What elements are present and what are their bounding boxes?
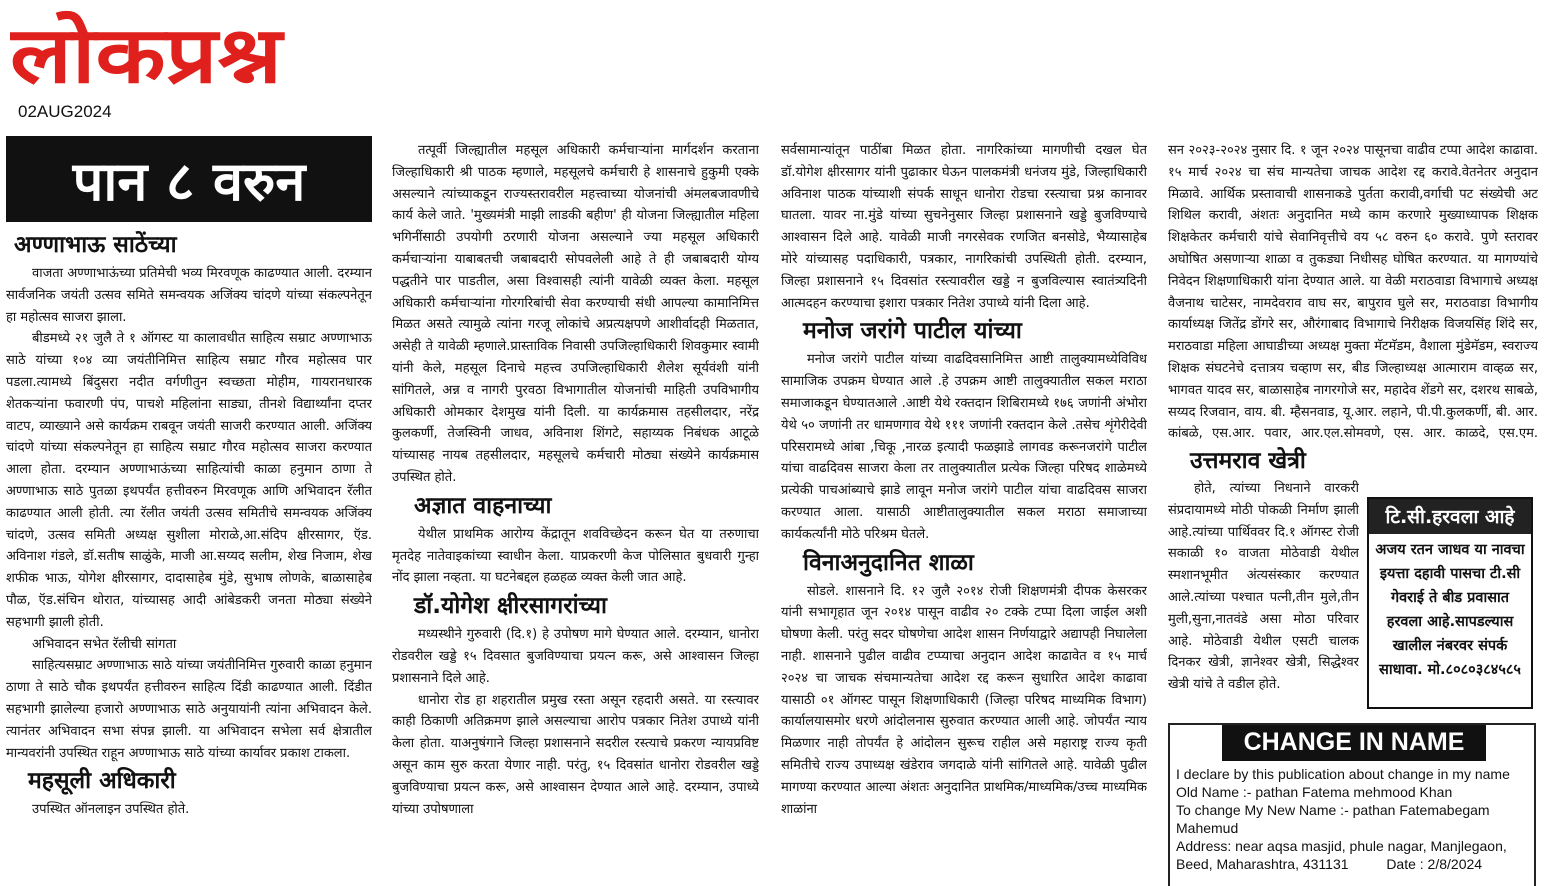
paragraph: सन २०२३-२०२४ नुसार दि. १ जून २०२४ पासूनचा वाढीव टप्पा आदेश काढावा. १५ मार्च २०२४ चा संच मान्यतेचा जाचक आदेश रद्द करावे.वेतनेतर अनुदान मिळावे. आर्थिक प्रस्तावाची शासनाकडे पुर्तता करावी,वर्गाची पट संख्येची अट शिथिल करावी, अंशतः अनुदानित मध्ये काम करणारे मुख्याध्यापक शिक्षक शिक्षकेतर कर्मचारी यांचे सेवानिवृत्तीचे वय ५८ वरुन ६० करावे. पुणे स्तरावर अघोषित असणाऱ्या शाळा व तुकड्या निधीसह घोषित करण्यात. या मागण्यांचे निवेदन शिक्षणाधिकारी यांना देण्यात आले. या वेळी मराठवाडा विभागाचे अध्यक्ष वैजनाथ चाटेसर, नामदेवराव वाघ सर, बापुराव घुले सर, मराठवाडा विभागीय कार्याध्यक्ष जितेंद्र डोंगरे सर, औरंगाबाद विभागाचे निरीक्षक विजयसिंह शिंदे सर, मराठवाडा महिला आघाडीच्या अध्यक्ष मुक्ता मॅटमॅडम, वैशाला मुंडेमॅडम, स्वराज्य शिक्षक संघटनेचे दत्तात्रय चव्हाण सर, बीड जिल्हाध्यक्ष आत्माराम वाव्हळ सर, भागवत यादव सर, बाळासाहेब नागरगोजे सर, महादेव शेंडगे सर, दशरथ साबळे, सय्यद रिजवान, वाय. बी. म्हैसनवाड, यू.आर. लहाने, पी.पी.कुलकर्णी, बी. आर. कांबळे, एस.आर. पवार, आर.एल.सोमवणे, एस. आर. काळदे, एस.एम.	[1168, 143, 1538, 442]
article-column-4	[1168, 140, 1538, 446]
paragraph: उपस्थित ऑनलाइन उपस्थित होते.	[32, 802, 190, 818]
paragraph: तत्पूर्वी जिल्ह्यातील महसूल अधिकारी कर्मचाऱ्यांना मार्गदर्शन करताना जिल्हाधिकारी श्री पाठक म्हणाले, महसूलचे कर्मचारी हे शासनाचे हुकुमी एक्के असल्याने त्यांच्याकडून राज्यस्तरावरील महत्त्वाच्या योजनांची अंमलबजावणीचे कार्य केले जाते. 'मुख्यमंत्री माझी लाडकी बहीण' ही योजना जिल्ह्यातील महिला भगिनींसाठी उपयोगी ठरणारी योजना असल्याने ज्या महसूल अधिकारी कर्मचाऱ्यांना याबाबतची जबाबदारी सोपवलेली आहे ते ही जबाबदारी योग्य पद्धतीने पार पाडतील, असा विश्वासही त्यांनी यावेळी व्यक्त केला. महसूल अधिकारी कर्मचाऱ्यांना गोरगरिबांची सेवा करण्याची संधी आपल्या कामानिमित्त मिळत असते त्यामुळे त्यांना गरजू लोकांचे अप्रत्यक्षपणे आशीर्वादही मिळतात, असेही ते यावेळी म्हणाले.प्रास्ताविक निवासी उपजिल्हाधिकारी शिवकुमार स्वामी यांनी केले, महसूल दिनाचे महत्त्व उपजिल्हाधिकारी शैलेश सूर्यवंशी यांनी सांगितले, अन्न व नागरी पुरवठा विभागातील योजनांची माहिती उपविभागीय अधिकारी ओमकार देशमुख यांनी दिली. या कार्यक्रमास तहसीलदार, नरेंद्र कुलकर्णी, तेजस्विनी जाधव, अविनाश शिंगटे, सहाय्यक निबंधक आटूळे यांच्यासह नायब तहसीलदार, महसूलचे कर्मचारी मोठ्या संख्येने कार्यक्रमास उपस्थित होते.	[392, 143, 759, 485]
tc-notice-body: अजय रतन जाधव या नावचा इयत्ता दहावी पासचा टी.सी गेवराई ते बीड प्रवासात हरवला आहे.सापडल्यास खालील नंबरवर संपर्क साधावा. मो.८०८०३८४५८५	[1375, 542, 1525, 678]
paragraph: होते, त्यांच्या निधनाने वारकरी संप्रदायामध्ये मोठी पोकळी निर्माण झाली आहे.त्यांच्या पार्थिववर दि.१ ऑगस्ट रोजी सकाळी १० वाजता मोठेवाडी येथील स्मशानभूमीत अंत्यसंस्कार करण्यात आले.त्यांच्या पश्चात पत्नी,तीन मुले,तीन मुली,सुना,नातवंडे असा मोठा परिवार आहे. मोठेवाडी येथील एसटी चालक दिनकर खेत्री, ज्ञानेश्वर खेत्री, सिद्धेश्वर खेत्री यांचे ते वडील होते.	[1168, 481, 1359, 693]
subheading: अभिवादन सभेत रॅलीची सांगता	[32, 636, 177, 652]
paragraph: वाजता अण्णाभाऊंच्या प्रतिमेची भव्य मिरवणूक काढण्यात आली. दरम्यान सार्वजनिक जयंती उत्सव समिते समन्वयक अजिंक्य चांदणे यांच्या संकल्पनेतून हा महोत्सव साजरा झाला.	[6, 266, 372, 325]
notice-line: Old Name :- pathan Fatema mehmood Khan	[1176, 784, 1453, 800]
headline-dr-yogesh: डॉ.योगेश क्षीरसागरांच्या	[414, 593, 607, 620]
paragraph: साहित्यसम्राट अण्णाभाऊ साठे यांच्या जयंतीनिमित्त गुरुवारी काळा हनुमान ठाणा ते साठे चौक इथपर्यंत हत्तीवरुन साहित्य दिंडी काढण्यात आली. दिंडीत सहभागी झालेल्या हजारो अण्णाभाऊ साठे अनुयायांनी त्यांना अभिवादन केले. त्यानंतर अभिवादन सभा संपन्न झाली. या अभिवादन सभेला सर्व क्षेत्रातील मान्यवरांनी उपस्थित राहून अण्णाभाऊ साठे यांच्या कार्यावर प्रकाश टाकला.	[6, 658, 372, 761]
logo-text: लोकप्रश्न	[10, 11, 243, 101]
page-banner: पान ८ वरुन	[6, 136, 372, 222]
headline-uttamrao: उत्तमराव खेत्री	[1190, 448, 1306, 474]
notice-line	[1176, 855, 1530, 873]
headline-manoj-jarange: मनोज जरांगे पाटील यांच्या	[803, 318, 1022, 345]
headline-annabhau: अण्णाभाऊ साठेंच्या	[14, 232, 177, 258]
article-column-4-obituary	[1168, 478, 1359, 720]
headline-agyat-vahan: अज्ञात वाहनाच्या	[414, 492, 552, 519]
article-column-2	[392, 140, 759, 886]
paragraph: सर्वसामान्यांतून पाठींबा मिळत होता. नागरिकांच्या मागणीची दखल घेत डॉ.योगेश क्षीरसागर यांनी पुढाकार घेऊन पालकमंत्री धनंजय मुंडे, जिल्हाधिकारी अविनाश पाठक यांच्याशी संपर्क साधून धानोरा रोडचा रस्त्याचा प्रश्न कानावर घातला. यावर ना.मुंडे यांच्या सुचनेनुसार जिल्हा प्रशासनाने खड्डे बुजविण्याचे आश्वासन दिले आहे. यावेळी माजी नगरसेवक रणजित बनसोडे, भैय्यासाहेब मोरे यांच्यासह पदाधिकारी, पत्रकार, नागरिकांची उपस्थिती होती. दरम्यान, जिल्हा प्रशासनाने १५ दिवसांत रस्त्यावरील खड्डे न बुजविल्यास स्वातंत्र्यदिनी आत्मदहन करण्याचा इशारा पत्रकार नितेश उपाध्ये यांनी दिला आहे.	[781, 143, 1147, 311]
tc-lost-notice	[1367, 497, 1533, 709]
paragraph: मनोज जरांगे पाटील यांच्या वाढदिवसानिमित्त आष्टी तालुक्यामध्येविविध सामाजिक उपक्रम घेण्यात आले .हे उपक्रम आष्टी तालुक्यातील सकल मराठा समाजाकडून घेण्यातआले .आष्टी येथे रक्तदान शिबिरामध्ये १७६ जणांनी अंभोरा येथे ५० जणांनी तर धामणगाव येथे १११ जणांनी रक्तदान केले .तसेच शृंगेरीदेवी परिसरामध्ये आंबा ,चिकू ,नारळ इत्यादी फळझाडे लागवड करूनजरांगे पाटील यांचा वाढदिवस साजरा केला तर तालुक्यातील प्रत्येक जिल्हा परिषद शाळेमध्ये प्रत्येकी पाचआंब्याचे झाडे लावून मनोज जरांगे पाटील यांचा वाढदिवस साजरा करण्यात आला. यासाठी आष्टीतालुक्यातील सकल मराठा समाजाच्या कार्यकर्त्यांनी मोठे परिश्रम घेतले.	[781, 352, 1147, 542]
headline-mahsuli: महसूली अधिकारी	[28, 768, 176, 795]
notice-line: To change My New Name :- pathan Fatemabegam	[1176, 802, 1490, 818]
article-column-1	[6, 228, 372, 886]
notice-line: I declare by this publication about change in my name	[1176, 766, 1510, 782]
notice-date: Date : 2/8/2024	[1386, 856, 1483, 872]
notice-address-end: Beed, Maharashtra, 431131	[1176, 856, 1349, 872]
newspaper-logo	[10, 2, 285, 102]
paragraph: बीडमध्ये २१ जुलै ते १ ऑगस्ट या कालावधीत साहित्य सम्राट अण्णाभाऊ साठे यांच्या १०४ व्या जयंतीनिमित्त साहित्य सम्राट गौरव महोत्सव पार पडला.त्यामध्ये बिंदुसरा नदीत वर्गणीतुन स्वच्छता मोहीम, गायरानधारक शेतकऱ्यांना फवारणी पंप, पाचशे महिलांना साड्या, तीनशे विद्यार्थ्यांना दप्तर वाटप, व्याख्याने असे कार्यक्रम राबवून जयंती साजरी करण्यात आली. अजिंक्य चांदणे यांच्या संकल्पनेतून हा साहित्य सम्राट गौरव महोत्सव साजरा करण्यात आला होता. दरम्यान अण्णाभाऊंच्या साहित्यांची काळा हनुमान ठाणा ते अण्णाभाऊ साठे पुतळा इथपर्यंत हत्तीवरुन मिरवणूक आणि अभिवादन रॅलीत काढण्यात आली होती. त्या रॅलीत जयंती उत्सव समितीचे समन्वयक अजिंक्य चांदणे, उत्सव समिती अध्यक्ष सुशीला मोराळे,आ.संदिप क्षीरसागर, ऍड. अविनाश गंडले, डॉ.सतीष साळुंके, माजी आ.सय्यद सलीम, शेख निजाम, शेख शफीक भाऊ, योगेश क्षीरसागर, दादासाहेब मुंडे, सुभाष लोणके, बाळासाहेब पौळ, ऍड.संचिन थोरात, यांच्यासह आदी आंबेडकरी जनता मोठ्या संख्येने सहभागी झाली होती.	[6, 331, 372, 630]
paragraph: सोडले. शासनाने दि. १२ जुलै २०१४ रोजी शिक्षणमंत्री दीपक केसरकर यांनी सभागृहात जून २०१४ पासून वाढीव २० टक्के टप्पा दिला जाईल अशी घोषणा केली. परंतु सदर घोषणेचा आदेश शासन निर्णयाद्वारे अद्यापही निघालेला नाही. शासनाने पुढील वाढीव टप्प्याचा अनुदान आदेश काढावेत व १५ मार्च २०२४ चा जाचक संचमान्यतेचा आदेश रद्द करून सुधारित आदेश काढावा यासाठी ०१ ऑगस्ट पासून शिक्षणाधिकारी (जिल्हा परिषद माध्यमिक विभाग) कार्यालयासमोर धरणे आंदोलनास सुरुवात करण्यात आली आहे. जोपर्यंत न्याय मिळणार नाही तोपर्यंत हे आंदोलन सुरूच राहील असे महाराष्ट्र राज्य कृती समितीचे राज्य उपाध्यक्ष खंडेराव जगदाळे यांनी सांगितले आहे. यावेळी पुढील मागण्या करण्यात आल्या अंशतः अनुदानित प्राथमिक/माध्यमिक/उच्च माध्यमिक शाळांना	[781, 583, 1147, 817]
paragraph: मध्यस्थीने गुरुवारी (दि.१) हे उपोषण मागे घेण्यात आले. दरम्यान, धानोरा रोडवरील खड्डे १५ दिवसात बुजविण्याचा प्रयत्न करू, असे आश्वासन जिल्हा प्रशासनाने दिले आहे.	[392, 627, 759, 686]
change-in-name-notice	[1168, 723, 1536, 886]
change-in-name-body	[1176, 765, 1530, 873]
headline-vinaanudanit: विनाअनुदानित शाळा	[803, 549, 974, 576]
article-column-3	[781, 140, 1147, 886]
edition-date: 02AUG2024	[18, 102, 112, 121]
paragraph: धानोरा रोड हा शहरातील प्रमुख रस्ता असून रहदारी असते. या रस्त्यावर काही ठिकाणी अतिक्रमण झाले असल्याचा आरोप पत्रकार नितेश उपाध्ये यांनी केला होता. याअनुषंगाने जिल्हा प्रशासनाने सदरील रस्त्याचे प्रकरण न्यायप्रविष्ट असून काम सुरु करता येणार नाही. परंतु, १५ दिवसांत धानोरा रोडवरील खड्डे बुजविण्याचा प्रयत्न करू, असे आश्वासन देण्यात आले आहे. दरम्यान, उपाध्ये यांच्या उपोषणाला	[392, 692, 759, 817]
paragraph: येथील प्राथमिक आरोग्य केंद्रातून शवविच्छेदन करून घेत या तरुणाचा मृतदेह नातेवाइकांच्या स्वाधीन केला. याप्रकरणी केज पोलिसात बुधवारी गुन्हा नोंद झाला नव्हता. या घटनेबद्दल हळहळ व्यक्त केली जात आहे.	[392, 526, 759, 586]
tc-notice-title: टि.सी.हरवला आहे	[1369, 499, 1531, 534]
notice-line: Address: near aqsa masjid, phule nagar, Manjlegaon,	[1176, 838, 1507, 854]
article-column-4-headline	[1168, 444, 1538, 478]
notice-line: Mahemud	[1176, 820, 1239, 836]
change-in-name-title: CHANGE IN NAME	[1222, 725, 1486, 761]
